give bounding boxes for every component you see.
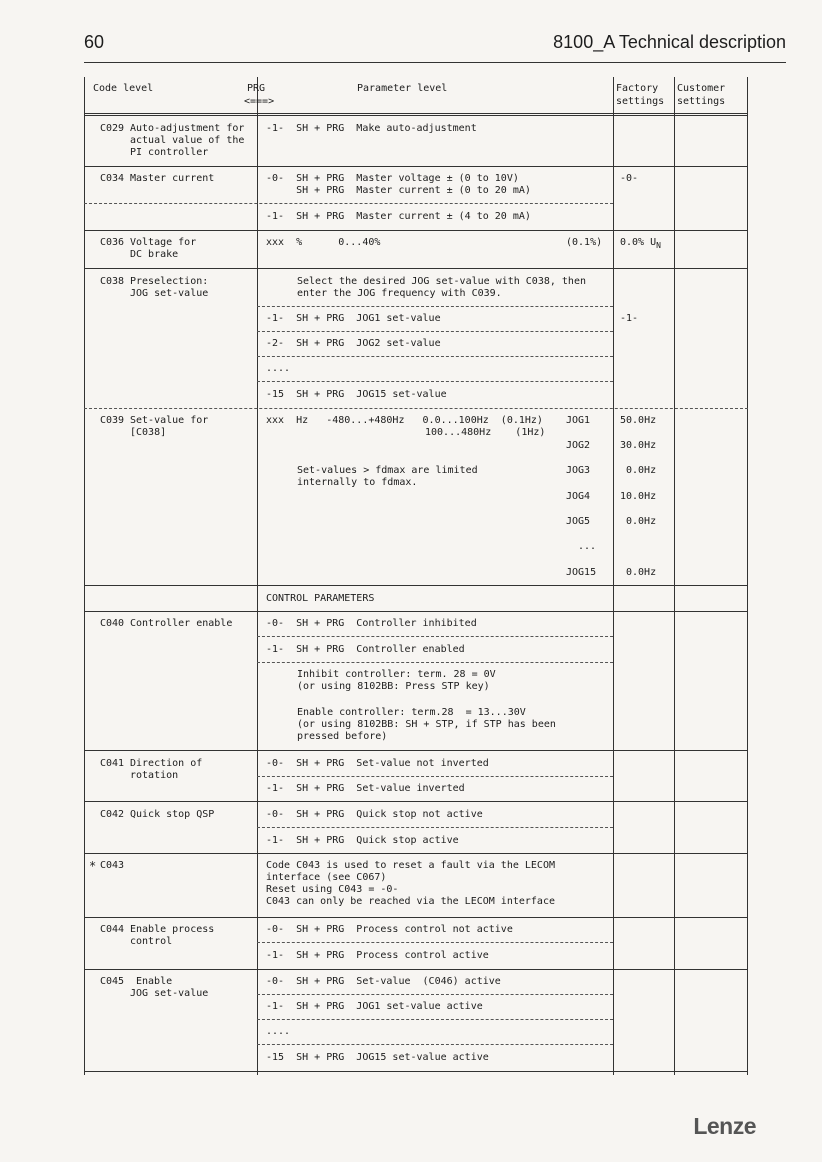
dashed-divider [84,408,748,409]
dashed-divider [257,1019,613,1020]
c040-option: -1- SH + PRG Controller enabled [266,644,465,655]
c029-name: PI controller [130,147,209,158]
jog-factory: 30.0Hz [620,440,657,451]
row-divider [84,801,748,802]
c041-option: -1- SH + PRG Set-value inverted [266,783,465,794]
jog-factory: 0.0Hz [626,465,657,476]
c038-name: JOG set-value [130,288,209,299]
c044-name: control [130,936,173,947]
c040-note: (or using 8102BB: SH + STP, if STP has been [297,719,556,730]
c039-note: Set-values > fdmax are limited [297,465,478,476]
c043-text: Reset using C043 = -0- [266,884,399,895]
code-c041: C041 [100,758,125,769]
jog-label: JOG1 [566,415,591,426]
c043-text: Code C043 is used to reset a fault via the LECOM [266,860,555,871]
code-c043: C043 [100,860,125,871]
header-customer-2: settings [677,96,726,107]
row-divider [84,611,748,612]
c040-name: Controller enable [130,618,233,629]
c043-text: C043 can only be reached via the LECOM interface [266,896,555,907]
code-c045: C045 [100,976,125,987]
code-c029: C029 [100,123,125,134]
dashed-divider [257,636,613,637]
c036-resolution: (0.1%) [566,237,603,248]
c045-option: -0- SH + PRG Set-value (C046) active [266,976,501,987]
c036-range: xxx % 0...40% [266,237,381,248]
header-prg-arrow: <===> [244,96,275,107]
c040-note: Enable controller: term.28 = 13...30V [297,707,526,718]
c038-option: -1- SH + PRG JOG1 set-value [266,313,441,324]
c039-name: Set-value for [130,415,209,426]
column-divider [257,77,258,1075]
c040-option: -0- SH + PRG Controller inhibited [266,618,477,629]
header-factory-2: settings [616,96,665,107]
c045-option: -1- SH + PRG JOG1 set-value active [266,1001,483,1012]
dashed-divider [257,356,613,357]
dashed-divider [257,381,613,382]
header-prg: PRG [247,83,266,94]
c034-name: Master current [130,173,215,184]
c042-option: -0- SH + PRG Quick stop not active [266,809,483,820]
dashed-divider [257,942,613,943]
dashed-divider [257,1044,613,1045]
jog-label: JOG15 [566,567,597,578]
c038-option: -15 SH + PRG JOG15 set-value [266,389,447,400]
column-divider [674,77,675,1075]
parameter-table [84,77,748,1075]
jog-label: ... [578,541,597,552]
c039-range: xxx Hz -480...+480Hz 0.0...100Hz (0.1Hz) [266,415,543,426]
page-number: 60 [84,32,105,52]
c036-name: DC brake [130,249,179,260]
c040-note: pressed before) [297,731,388,742]
c040-note: (or using 8102BB: Press STP key) [297,681,490,692]
header-rule [84,113,748,114]
dashed-divider [257,827,613,828]
column-divider [613,77,614,1075]
row-divider [84,268,748,269]
code-c038: C038 [100,276,125,287]
c039-note: internally to fdmax. [297,477,418,488]
jog-label: JOG4 [566,491,591,502]
jog-factory: 10.0Hz [620,491,657,502]
header-code-level: Code level [93,83,154,94]
c034-factory: -0- [620,173,639,184]
c042-name: Quick stop QSP [130,809,215,820]
row-divider [84,585,748,586]
page-header [84,28,786,63]
jog-label: JOG5 [566,516,591,527]
jog-factory: 0.0Hz [626,567,657,578]
jog-factory: 0.0Hz [626,516,657,527]
dashed-divider [257,306,613,307]
c036-name: Voltage for [130,237,197,248]
section-title: CONTROL PARAMETERS [266,593,375,604]
header-customer: Customer [677,83,726,94]
code-c044: C044 [100,924,125,935]
c034-option: -1- SH + PRG Master current ± (4 to 20 mA) [266,211,531,222]
page-title: 8100_A Technical description [553,32,786,52]
c043-text: interface (see C067) [266,872,387,883]
c029-name: actual value of the [130,135,245,146]
row-divider [84,969,748,970]
row-divider [84,1071,748,1072]
c038-name: Preselection: [130,276,209,287]
code-c040: C040 [100,618,125,629]
c039-name: [C038] [130,427,167,438]
dashed-divider [84,203,613,204]
code-c034: C034 [100,173,125,184]
jog-factory: 50.0Hz [620,415,657,426]
c038-option: .... [266,363,291,374]
row-divider [84,230,748,231]
header-parameter-level: Parameter level [357,83,448,94]
code-c039: C039 [100,415,125,426]
row-divider [84,166,748,167]
code-c042: C042 [100,809,125,820]
c044-name: Enable process [130,924,215,935]
c038-intro: enter the JOG frequency with C039. [297,288,502,299]
c042-option: -1- SH + PRG Quick stop active [266,835,459,846]
c029-name: Auto-adjustment for [130,123,245,134]
c041-name: rotation [130,770,179,781]
dashed-divider [257,994,613,995]
header-rule [84,115,748,116]
row-divider [84,917,748,918]
c045-option: -15 SH + PRG JOG15 set-value active [266,1052,489,1063]
c029-option: -1- SH + PRG Make auto-adjustment [266,123,477,134]
row-divider [84,853,748,854]
c045-name: Enable [136,976,173,987]
c041-name: Direction of [130,758,203,769]
table-border-left [84,77,85,1075]
c034-option: -0- SH + PRG Master voltage ± (0 to 10V) [266,173,519,184]
jog-label: JOG3 [566,465,591,476]
c038-factory: -1- [620,313,639,324]
code-c036: C036 [100,237,125,248]
c038-intro: Select the desired JOG set-value with C038, then [297,276,586,287]
dashed-divider [257,662,613,663]
lenze-logo: Lenze [693,1113,756,1139]
c040-note: Inhibit controller: term. 28 = 0V [297,669,496,680]
dashed-divider [257,776,613,777]
table-border-right [747,77,748,1075]
header-factory: Factory [616,83,659,94]
c043-star: * [89,859,97,873]
row-divider [84,750,748,751]
c044-option: -0- SH + PRG Process control not active [266,924,513,935]
c045-option: .... [266,1026,291,1037]
dashed-divider [257,331,613,332]
c045-name: JOG set-value [130,988,209,999]
c034-option: SH + PRG Master current ± (0 to 20 mA) [266,185,531,196]
c039-range: 100...480Hz (1Hz) [425,427,546,438]
c038-option: -2- SH + PRG JOG2 set-value [266,338,441,349]
jog-label: JOG2 [566,440,591,451]
c036-factory: 0.0% $U_N$ [620,237,661,250]
c044-option: -1- SH + PRG Process control active [266,950,489,961]
c041-option: -0- SH + PRG Set-value not inverted [266,758,489,769]
